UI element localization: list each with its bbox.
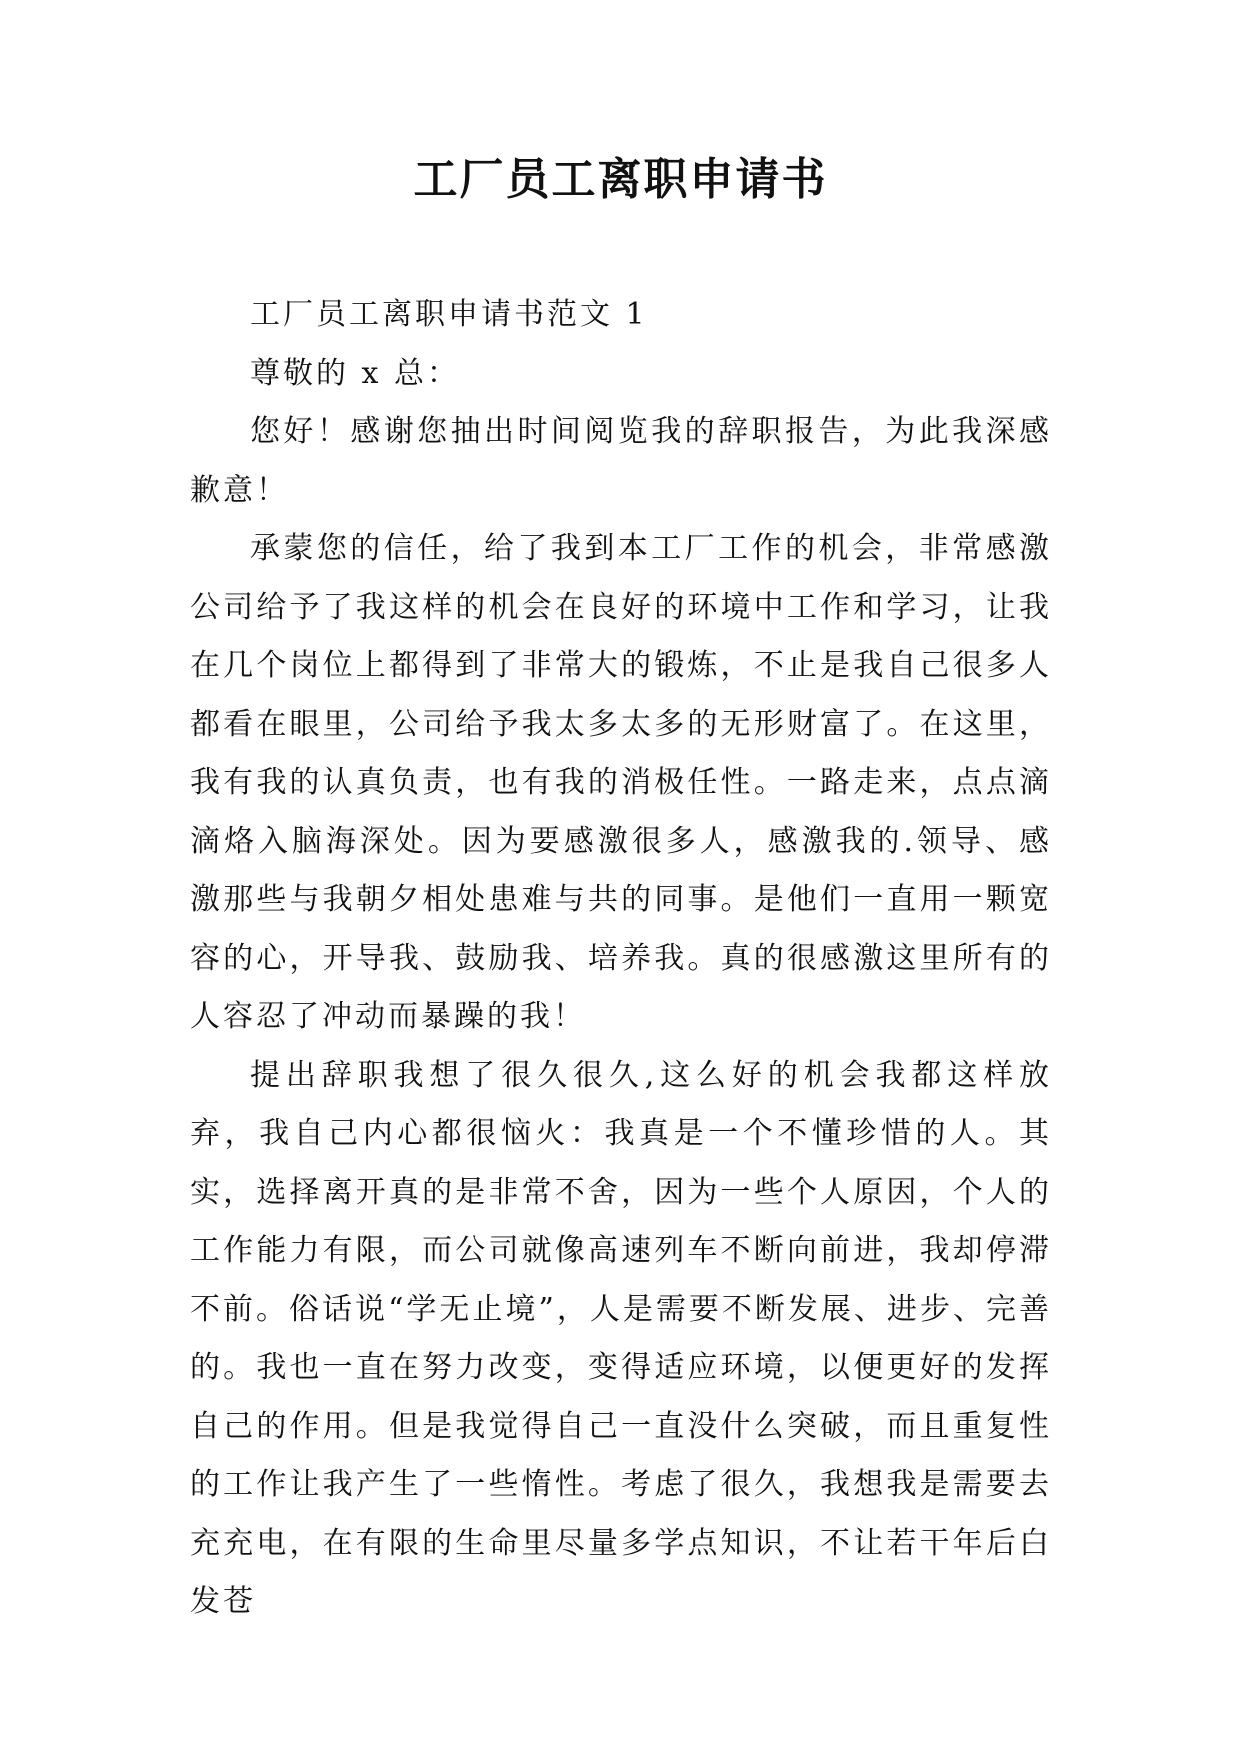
paragraph-reason: 提出辞职我想了很久很久,这么好的机会我都这样放弃，我自己内心都很恼火：我真是一个不懂珍惜的人。其实，选择离开真的是非常不舍，因为一些个人原因，个人的工作能力有限，而公司就像高速列车不断向前进，我却停滞不前。俗话说“学无止境”，人是需要不断发展、进步、完善的。我也一直在努力改变，变得适应环境，以便更好的发挥自己的作用。但是我觉得自己一直没什么突破，而且重复性的工作让我产生了一些惰性。考虑了很久，我想我是需要去充充电，在有限的生命里尽量多学点知识，不让若干年后白发苍 xyxy=(190,1057,1052,1619)
paragraph-gratitude: 承蒙您的信任，给了我到本工厂工作的机会，非常感激公司给予了我这样的机会在良好的环境中工作和学习，让我在几个岗位上都得到了非常大的锻炼，不止是我自己很多人都看在眼里，公司给予我太多太多的无形财富了。在这里，我有我的认真负责，也有我的消极任性。一路走来，点点滴滴烙入脑海深处。因为要感激很多人，感激我的.领导、感激那些与我朝夕相处患难与共的同事。是他们一直用一颗宽容的心，开导我、鼓励我、培养我。真的很感激这里所有的人容忍了冲动而暴躁的我！ xyxy=(190,531,1052,1034)
sample-heading: 工厂员工离职申请书范文 1 xyxy=(250,297,648,332)
document-body xyxy=(190,286,1052,1632)
paragraph-greeting: 您好！感谢您抽出时间阅览我的辞职报告，为此我深感歉意！ xyxy=(190,414,1052,508)
document-title: 工厂员工离职申请书 xyxy=(413,154,828,205)
salutation: 尊敬的 x 总： xyxy=(250,355,460,391)
